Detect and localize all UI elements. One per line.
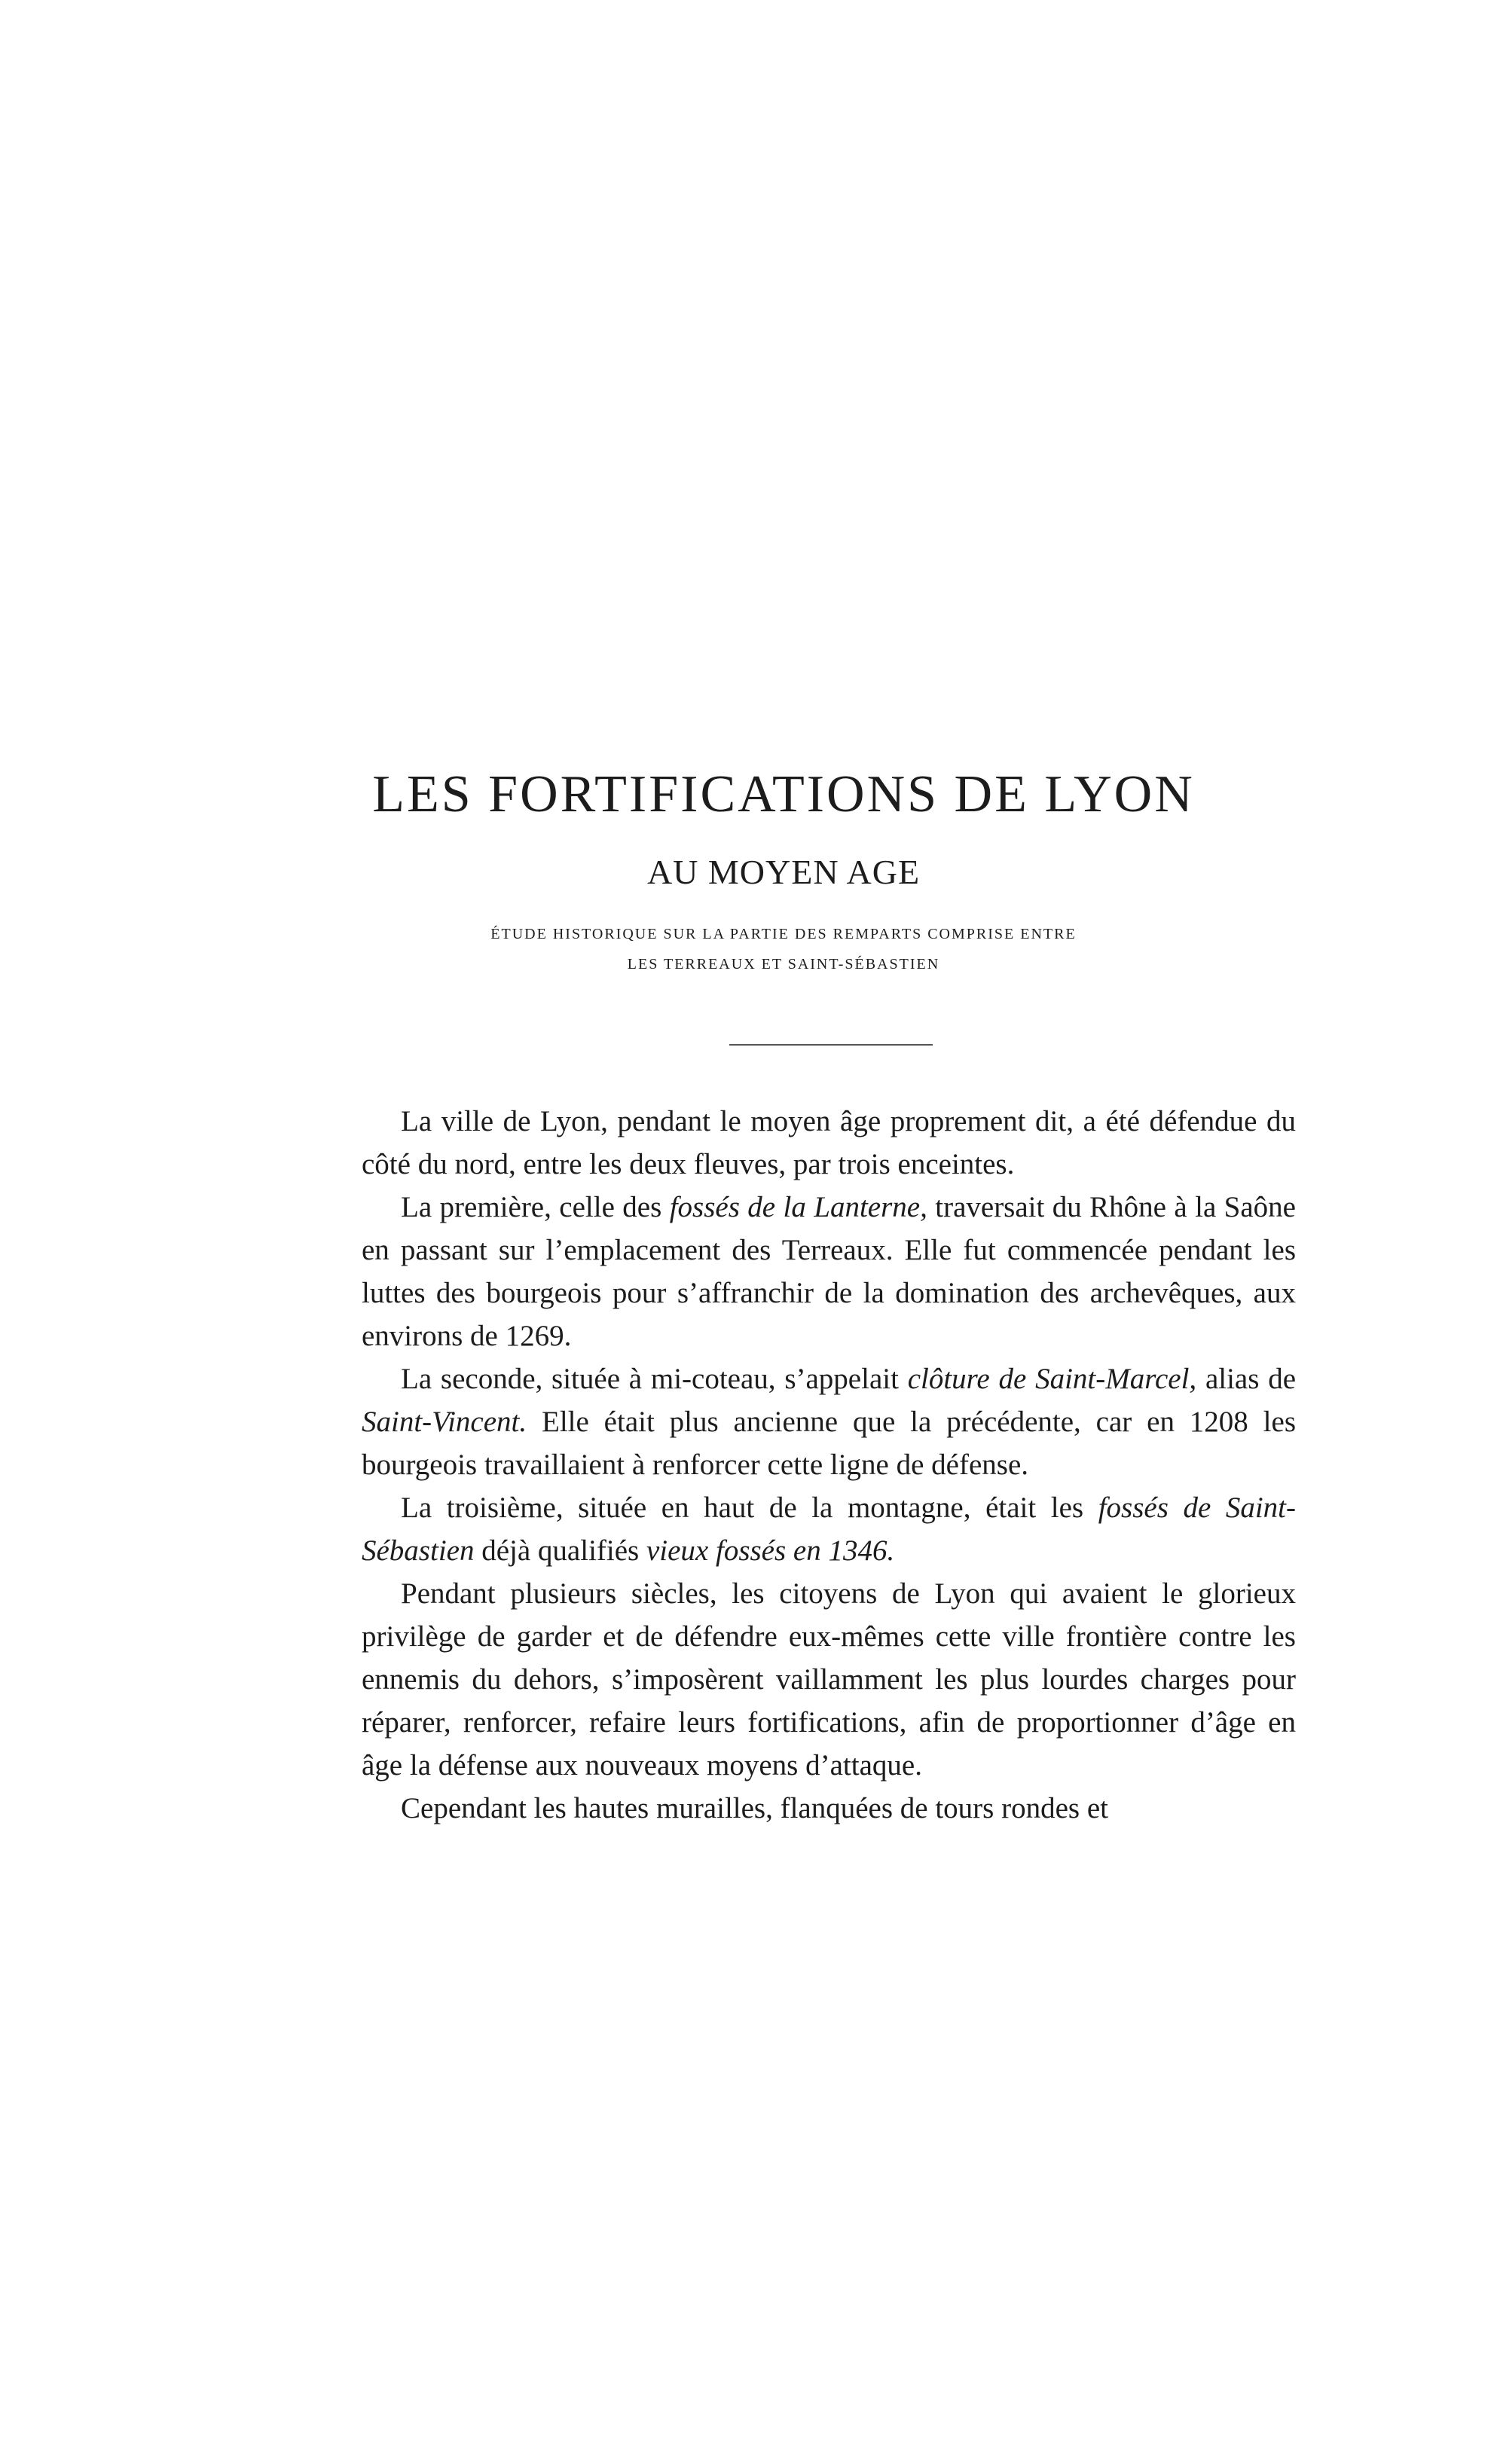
title-divider (729, 1044, 933, 1046)
description-line-2: LES TERREAUX ET SAINT-SÉBASTIEN (627, 956, 940, 972)
paragraph-3-part-a: La seconde, située à mi-coteau, s’appelait (401, 1363, 908, 1395)
paragraph-3-part-e: Elle était plus ancienne que la précédente, car en 1208 les bourgeois travaillaient à renforcer cette ligne de défense. (362, 1406, 1296, 1481)
paragraph-6 (362, 1787, 1296, 1830)
paragraph-2-italic: fossés de la Lanterne, (669, 1191, 927, 1223)
paragraph-2-part-c: traversait du Rhône à la Saône en passant sur l’emplacement des Terreaux. Elle fut commencée pendant les luttes des bourgeois pour s’affranchir de la domination des archevêques, aux environs de 1269. (362, 1191, 1296, 1352)
paragraph-1-text: La ville de Lyon, pendant le moyen âge proprement dit, a été défendue du côté du nord, entre les deux fleuves, par trois enceintes. (362, 1105, 1296, 1180)
paragraph-4-part-c: déjà qualifiés (474, 1534, 646, 1567)
paragraph-4-italic-2: vieux fossés en 1346. (646, 1534, 895, 1567)
paragraph-4-part-a: La troisième, située en haut de la montagne, était les (401, 1492, 1098, 1524)
title-description (339, 919, 1228, 979)
paragraph-6-text: Cependant les hautes murailles, flanquées de tours rondes et (401, 1792, 1108, 1824)
page-subtitle: AU MOYEN AGE (646, 853, 921, 891)
paragraph-1 (362, 1100, 1296, 1186)
paragraph-5-text: Pendant plusieurs siècles, les citoyens de Lyon qui avaient le glorieux privilège de garder et de défendre eux-mêmes cette ville frontière contre les ennemis du dehors, s’imposèrent vaillamment les plus lourdes charges pour réparer, renforcer, refaire leurs fortifications, afin de proportionner d’âge en âge la défense aux nouveaux moyens d’attaque. (362, 1577, 1296, 1782)
paragraph-3 (362, 1357, 1296, 1486)
description-line-1: ÉTUDE HISTORIQUE SUR LA PARTIE DES REMPARTS COMPRISE ENTRE (490, 926, 1077, 942)
paragraph-4-italic-1: fossés de Saint-Sébastien (362, 1492, 1296, 1567)
page-title: LES FORTIFICATIONS DE LYON (372, 765, 1195, 823)
paragraph-4 (362, 1486, 1296, 1572)
paragraph-3-part-c: alias de (1196, 1363, 1297, 1395)
paragraph-3-italic-2: Saint-Vincent. (362, 1406, 527, 1438)
paragraph-2 (362, 1186, 1296, 1357)
paragraph-2-part-a: La première, celle des (401, 1191, 670, 1223)
paragraph-3-italic-1: clôture de Saint-Marcel, (907, 1363, 1197, 1395)
body-text (362, 1100, 1296, 1830)
paragraph-5 (362, 1572, 1296, 1787)
